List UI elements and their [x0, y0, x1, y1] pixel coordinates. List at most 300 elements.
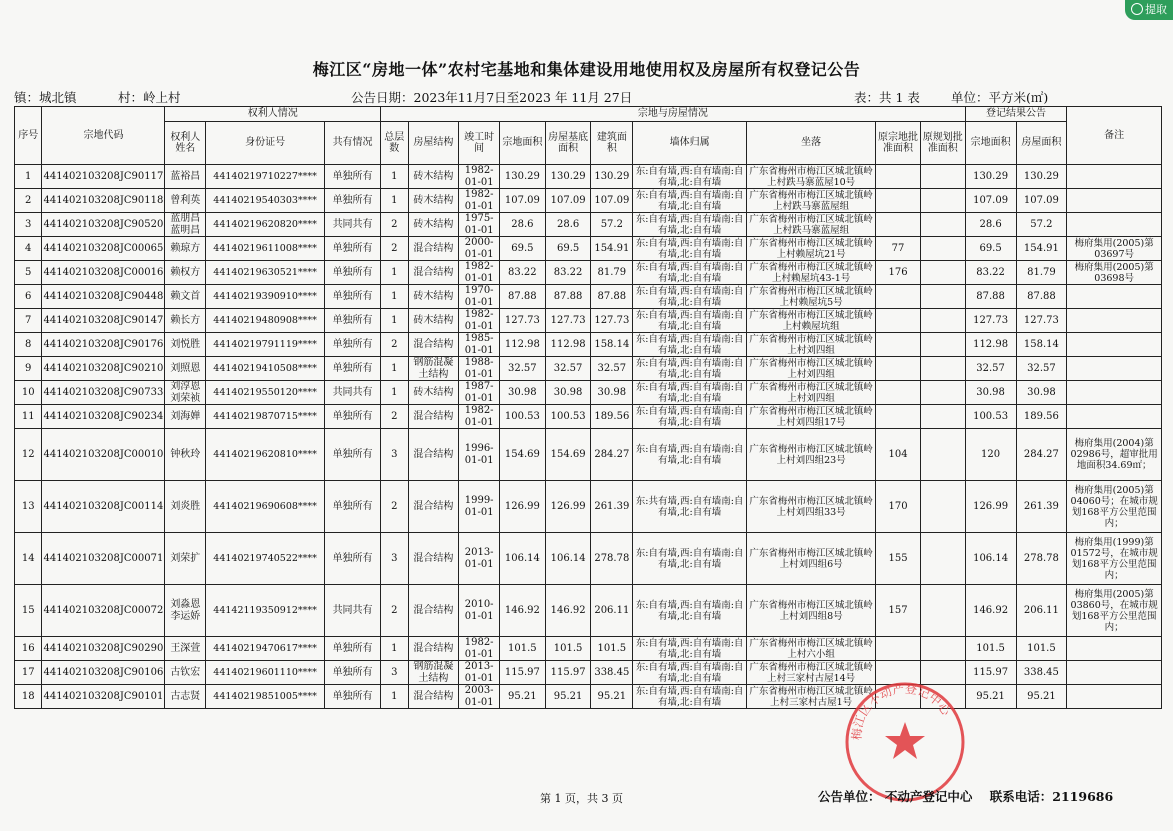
cell-id: 44140219611008**** [206, 237, 325, 261]
cell-build-area: 130.29 [591, 165, 633, 189]
cell-name: 古志贤 [165, 685, 206, 709]
cell-location: 广东省梅州市梅江区城北镇岭上村三家村古屋14号 [747, 661, 876, 685]
cell-completion: 1988-01-01 [459, 357, 500, 381]
cell-completion: 1982-01-01 [459, 405, 500, 429]
table-row [15, 637, 1162, 661]
cell-res-land: 30.98 [965, 381, 1016, 405]
cell-code: 441402103208JC90448 [42, 285, 165, 309]
cell-location: 广东省梅州市梅江区城北镇岭上村三家村古屋1号 [747, 685, 876, 709]
cell-structure: 混合结构 [408, 237, 459, 261]
cell-note [1067, 357, 1162, 381]
cell-floors: 1 [381, 261, 408, 285]
cell-note [1067, 333, 1162, 357]
cell-note: 梅府集用(2005)第03698号 [1067, 261, 1162, 285]
cell-seq: 1 [15, 165, 42, 189]
cell-plan-approved [920, 405, 965, 429]
cell-location: 广东省梅州市梅江区城北镇岭上村刘四组23号 [747, 429, 876, 481]
cell-orig-approved [876, 405, 921, 429]
footer-publisher-line [818, 787, 1113, 805]
cell-share: 共同共有 [325, 213, 381, 237]
table-row [15, 213, 1162, 237]
cell-plan-approved [920, 261, 965, 285]
cell-note [1067, 213, 1162, 237]
cell-res-house: 107.09 [1016, 189, 1067, 213]
cell-completion: 2003-01-01 [459, 685, 500, 709]
cell-res-house: 32.57 [1016, 357, 1067, 381]
cell-base-area: 130.29 [545, 165, 591, 189]
cell-id: 44140219620810**** [206, 429, 325, 481]
header-group-owner: 权利人情况 [165, 107, 381, 122]
cell-structure: 混合结构 [408, 637, 459, 661]
header-seq: 序号 [15, 107, 42, 165]
cell-structure: 砖木结构 [408, 213, 459, 237]
cell-note [1067, 637, 1162, 661]
cell-structure: 砖木结构 [408, 381, 459, 405]
cell-land-area: 87.88 [499, 285, 545, 309]
cell-completion: 1996-01-01 [459, 429, 500, 481]
cell-completion: 2000-01-01 [459, 237, 500, 261]
cell-wall: 东:自有墙,西:自有墙南:自有墙,北:自有墙 [633, 357, 747, 381]
header-id: 身份证号 [206, 122, 325, 165]
cell-res-land: 130.29 [965, 165, 1016, 189]
cell-floors: 1 [381, 309, 408, 333]
cell-land-area: 32.57 [499, 357, 545, 381]
header-completion: 竣工时间 [459, 122, 500, 165]
cell-build-area: 87.88 [591, 285, 633, 309]
cell-location: 广东省梅州市梅江区城北镇岭上村赖屋坑组 [747, 309, 876, 333]
cell-res-land: 146.92 [965, 585, 1016, 637]
table-row [15, 661, 1162, 685]
cell-land-area: 115.97 [499, 661, 545, 685]
header-structure: 房屋结构 [408, 122, 459, 165]
table-row [15, 381, 1162, 405]
cell-code: 441402103208JC90290 [42, 637, 165, 661]
cell-floors: 3 [381, 533, 408, 585]
header-plan-approved: 原规划批准面积 [920, 122, 965, 165]
cell-location: 广东省梅州市梅江区城北镇岭上村刘四组33号 [747, 481, 876, 533]
cell-plan-approved [920, 285, 965, 309]
cell-res-land: 107.09 [965, 189, 1016, 213]
cell-wall: 东:自有墙,西:自有墙南:自有墙,北:自有墙 [633, 213, 747, 237]
cell-floors: 1 [381, 685, 408, 709]
cell-code: 441402103208JC00114 [42, 481, 165, 533]
cell-code: 441402103208JC90147 [42, 309, 165, 333]
cell-code: 441402103208JC90176 [42, 333, 165, 357]
cell-code: 441402103208JC00065 [42, 237, 165, 261]
footer-page-number: 第 1 页，共 3 页 [540, 792, 623, 805]
cell-seq: 4 [15, 237, 42, 261]
cell-seq: 5 [15, 261, 42, 285]
cell-wall: 东:自有墙,西:自有墙南:自有墙,北:自有墙 [633, 189, 747, 213]
cell-share: 单独所有 [325, 533, 381, 585]
cell-seq: 11 [15, 405, 42, 429]
cell-structure: 砖木结构 [408, 309, 459, 333]
cell-orig-approved [876, 661, 921, 685]
meta-village: 村：岭上村 [118, 90, 181, 105]
cell-res-house: 101.5 [1016, 637, 1067, 661]
cell-code: 441402103208JC90234 [42, 405, 165, 429]
cell-note: 梅府集用(2005)第03697号 [1067, 237, 1162, 261]
cell-base-area: 95.21 [545, 685, 591, 709]
cell-base-area: 115.97 [545, 661, 591, 685]
cell-land-area: 69.5 [499, 237, 545, 261]
cell-floors: 2 [381, 237, 408, 261]
cell-build-area: 278.78 [591, 533, 633, 585]
cell-note: 梅府集用(2004)第02986号，超审批用地面积34.69㎡； [1067, 429, 1162, 481]
cell-seq: 6 [15, 285, 42, 309]
cell-base-area: 32.57 [545, 357, 591, 381]
cell-completion: 2010-01-01 [459, 585, 500, 637]
cell-id: 44140219630521**** [206, 261, 325, 285]
table-row [15, 405, 1162, 429]
cell-structure: 混合结构 [408, 333, 459, 357]
cell-structure: 砖木结构 [408, 285, 459, 309]
register-rows [15, 165, 1162, 709]
cell-note [1067, 165, 1162, 189]
header-group-result: 登记结果公告 [965, 107, 1067, 122]
table-row [15, 429, 1162, 481]
meta-date: 公告日期：2023年11月7日至2023 年 11月 27日 [351, 90, 633, 105]
cell-seq: 3 [15, 213, 42, 237]
cell-id: 44140219620820**** [206, 213, 325, 237]
cell-structure: 砖木结构 [408, 165, 459, 189]
cell-plan-approved [920, 585, 965, 637]
cell-wall: 东:自有墙,西:自有墙南:自有墙,北:自有墙 [633, 685, 747, 709]
cell-plan-approved [920, 309, 965, 333]
cell-note: 梅府集用(2005)第04060号；在城市规划168平方公里范围内； [1067, 481, 1162, 533]
cell-location: 广东省梅州市梅江区城北镇岭上村赖屋坑21号 [747, 237, 876, 261]
cell-res-land: 106.14 [965, 533, 1016, 585]
cell-orig-approved: 170 [876, 481, 921, 533]
cell-floors: 3 [381, 429, 408, 481]
cell-share: 单独所有 [325, 189, 381, 213]
cell-id: 44140219710227**** [206, 165, 325, 189]
cell-build-area: 127.73 [591, 309, 633, 333]
cell-code: 441402103208JC90106 [42, 661, 165, 685]
cell-base-area: 146.92 [545, 585, 591, 637]
cell-res-house: 95.21 [1016, 685, 1067, 709]
cell-name: 古钦宏 [165, 661, 206, 685]
cell-land-area: 112.98 [499, 333, 545, 357]
cell-code: 441402103208JC90117 [42, 165, 165, 189]
cell-note: 梅府集用(1999)第01572号，在城市规划168平方公里范围内； [1067, 533, 1162, 585]
cell-id: 44140219540303**** [206, 189, 325, 213]
cell-structure: 混合结构 [408, 261, 459, 285]
cell-plan-approved [920, 661, 965, 685]
cell-name: 刘荣扩 [165, 533, 206, 585]
cell-res-land: 115.97 [965, 661, 1016, 685]
cell-name: 钟秋玲 [165, 429, 206, 481]
cell-share: 单独所有 [325, 685, 381, 709]
cell-id: 44140219470617**** [206, 637, 325, 661]
cell-land-area: 154.69 [499, 429, 545, 481]
cell-id: 44140219851005**** [206, 685, 325, 709]
meta-table-count: 表：共 1 表 [854, 90, 920, 105]
cell-code: 441402103208JC00071 [42, 533, 165, 585]
cell-res-house: 127.73 [1016, 309, 1067, 333]
cell-land-area: 95.21 [499, 685, 545, 709]
cell-id: 44140219410508**** [206, 357, 325, 381]
header-location: 坐落 [747, 122, 876, 165]
cell-floors: 2 [381, 405, 408, 429]
cell-seq: 7 [15, 309, 42, 333]
cell-wall: 东:共有墙,西:自有墙南:自有墙,北:自有墙 [633, 481, 747, 533]
cell-id: 44140219480908**** [206, 309, 325, 333]
cell-wall: 东:自有墙,西:自有墙南:自有墙,北:自有墙 [633, 333, 747, 357]
cell-floors: 1 [381, 165, 408, 189]
cell-res-land: 28.6 [965, 213, 1016, 237]
cell-orig-approved [876, 213, 921, 237]
cell-structure: 钢筋混凝土结构 [408, 661, 459, 685]
cell-share: 单独所有 [325, 405, 381, 429]
meta-town: 镇：城北镇 [14, 90, 77, 105]
cell-share: 单独所有 [325, 333, 381, 357]
cell-structure: 混合结构 [408, 405, 459, 429]
cell-res-land: 87.88 [965, 285, 1016, 309]
cell-res-house: 57.2 [1016, 213, 1067, 237]
cell-seq: 12 [15, 429, 42, 481]
header-wall: 墙体归属 [633, 122, 747, 165]
cell-completion: 1999-01-01 [459, 481, 500, 533]
cell-completion: 1987-01-01 [459, 381, 500, 405]
footer-publisher: 公告单位： 不动产登记中心 [818, 789, 973, 804]
cell-res-land: 127.73 [965, 309, 1016, 333]
cell-code: 441402103208JC90733 [42, 381, 165, 405]
cell-orig-approved [876, 685, 921, 709]
cell-build-area: 284.27 [591, 429, 633, 481]
cell-share: 单独所有 [325, 661, 381, 685]
cell-floors: 1 [381, 357, 408, 381]
cell-land-area: 100.53 [499, 405, 545, 429]
cell-res-house: 284.27 [1016, 429, 1067, 481]
cell-id: 44142119350912**** [206, 585, 325, 637]
cell-name: 刘悦胜 [165, 333, 206, 357]
cell-seq: 18 [15, 685, 42, 709]
cell-wall: 东:自有墙,西:自有墙南:自有墙,北:自有墙 [633, 237, 747, 261]
cell-floors: 1 [381, 285, 408, 309]
cell-name: 刘照恩 [165, 357, 206, 381]
cell-share: 共同共有 [325, 585, 381, 637]
cell-location: 广东省梅州市梅江区城北镇岭上村跌马寨蓝屋组 [747, 213, 876, 237]
cell-structure: 钢筋混凝土结构 [408, 357, 459, 381]
cell-orig-approved [876, 285, 921, 309]
cell-note [1067, 285, 1162, 309]
cell-seq: 8 [15, 333, 42, 357]
cell-location: 广东省梅州市梅江区城北镇岭上村赖屋坑43-1号 [747, 261, 876, 285]
table-row [15, 309, 1162, 333]
cell-base-area: 127.73 [545, 309, 591, 333]
cell-completion: 1982-01-01 [459, 637, 500, 661]
cell-name: 赖文首 [165, 285, 206, 309]
cell-id: 44140219601110**** [206, 661, 325, 685]
header-name: 权利人姓名 [165, 122, 206, 165]
cell-location: 广东省梅州市梅江区城北镇岭上村跌马寨蓝屋10号 [747, 165, 876, 189]
cell-share: 单独所有 [325, 237, 381, 261]
cell-plan-approved [920, 381, 965, 405]
header-land-area: 宗地面积 [499, 122, 545, 165]
header-build-area: 建筑面积 [591, 122, 633, 165]
cell-code: 441402103208JC90210 [42, 357, 165, 381]
cell-build-area: 107.09 [591, 189, 633, 213]
cell-location: 广东省梅州市梅江区城北镇岭上村刘四组 [747, 357, 876, 381]
cell-note [1067, 661, 1162, 685]
table-row [15, 189, 1162, 213]
cell-share: 共同共有 [325, 381, 381, 405]
cell-completion: 2013-01-01 [459, 533, 500, 585]
cell-wall: 东:自有墙,西:自有墙南:自有墙,北:自有墙 [633, 637, 747, 661]
cell-share: 单独所有 [325, 481, 381, 533]
table-row [15, 357, 1162, 381]
cell-build-area: 30.98 [591, 381, 633, 405]
cell-completion: 1975-01-01 [459, 213, 500, 237]
cell-orig-approved [876, 637, 921, 661]
cell-share: 单独所有 [325, 285, 381, 309]
header-res-land: 宗地面积 [965, 122, 1016, 165]
cell-res-land: 112.98 [965, 333, 1016, 357]
cell-floors: 2 [381, 333, 408, 357]
table-row [15, 533, 1162, 585]
cell-wall: 东:自有墙,西:自有墙南:自有墙,北:自有墙 [633, 585, 747, 637]
cell-land-area: 106.14 [499, 533, 545, 585]
cell-land-area: 107.09 [499, 189, 545, 213]
cell-plan-approved [920, 237, 965, 261]
cell-base-area: 112.98 [545, 333, 591, 357]
cell-base-area: 101.5 [545, 637, 591, 661]
cell-structure: 砖木结构 [408, 189, 459, 213]
cell-location: 广东省梅州市梅江区城北镇岭上村刘四组8号 [747, 585, 876, 637]
cell-land-area: 28.6 [499, 213, 545, 237]
cell-share: 单独所有 [325, 309, 381, 333]
cell-code: 441402103208JC00072 [42, 585, 165, 637]
extract-button[interactable] [1125, 0, 1173, 20]
cell-orig-approved: 157 [876, 585, 921, 637]
header-orig-approved: 原宗地批准面积 [876, 122, 921, 165]
cell-plan-approved [920, 429, 965, 481]
cell-res-house: 278.78 [1016, 533, 1067, 585]
cell-completion: 1982-01-01 [459, 165, 500, 189]
cell-seq: 9 [15, 357, 42, 381]
cell-orig-approved [876, 309, 921, 333]
header-base-area: 房屋基底面积 [545, 122, 591, 165]
cell-completion: 2013-01-01 [459, 661, 500, 685]
svg-text:梅江区不动产登记中心: 梅江区不动产登记中心 [849, 681, 954, 741]
cell-plan-approved [920, 213, 965, 237]
meta-unit: 单位：平方米(㎡) [951, 90, 1049, 105]
cell-name: 蓝朋昌 蓝明昌 [165, 213, 206, 237]
cell-share: 单独所有 [325, 429, 381, 481]
cell-code: 441402103208JC00016 [42, 261, 165, 285]
extract-icon [1131, 3, 1143, 15]
cell-name: 刘海婵 [165, 405, 206, 429]
cell-wall: 东:自有墙,西:自有墙南:自有墙,北:自有墙 [633, 429, 747, 481]
cell-res-land: 100.53 [965, 405, 1016, 429]
cell-build-area: 57.2 [591, 213, 633, 237]
cell-id: 44140219740522**** [206, 533, 325, 585]
cell-build-area: 261.39 [591, 481, 633, 533]
cell-res-house: 261.39 [1016, 481, 1067, 533]
cell-base-area: 100.53 [545, 405, 591, 429]
cell-base-area: 28.6 [545, 213, 591, 237]
cell-location: 广东省梅州市梅江区城北镇岭上村赖屋坑5号 [747, 285, 876, 309]
cell-floors: 1 [381, 381, 408, 405]
cell-build-area: 95.21 [591, 685, 633, 709]
cell-structure: 混合结构 [408, 533, 459, 585]
cell-floors: 2 [381, 585, 408, 637]
cell-location: 广东省梅州市梅江区城北镇岭上村刘四组17号 [747, 405, 876, 429]
cell-wall: 东:自有墙,西:自有墙南:自有墙,北:自有墙 [633, 285, 747, 309]
header-res-house: 房屋面积 [1016, 122, 1067, 165]
register-table [14, 106, 1162, 709]
cell-id: 44140219870715**** [206, 405, 325, 429]
cell-id: 44140219390910**** [206, 285, 325, 309]
cell-note [1067, 405, 1162, 429]
cell-location: 广东省梅州市梅江区城北镇岭上村六小组 [747, 637, 876, 661]
cell-orig-approved [876, 165, 921, 189]
cell-plan-approved [920, 357, 965, 381]
cell-land-area: 127.73 [499, 309, 545, 333]
cell-floors: 1 [381, 189, 408, 213]
cell-name: 赖长方 [165, 309, 206, 333]
cell-land-area: 146.92 [499, 585, 545, 637]
cell-build-area: 81.79 [591, 261, 633, 285]
table-row [15, 285, 1162, 309]
cell-res-house: 338.45 [1016, 661, 1067, 685]
cell-location: 广东省梅州市梅江区城北镇岭上村刘四组6号 [747, 533, 876, 585]
cell-seq: 15 [15, 585, 42, 637]
cell-note [1067, 685, 1162, 709]
cell-completion: 1982-01-01 [459, 189, 500, 213]
cell-res-house: 158.14 [1016, 333, 1067, 357]
cell-wall: 东:自有墙,西:自有墙南:自有墙,北:自有墙 [633, 165, 747, 189]
cell-name: 刘淼恩 李运娇 [165, 585, 206, 637]
cell-location: 广东省梅州市梅江区城北镇岭上村刘四组 [747, 381, 876, 405]
meta-bar [14, 88, 1154, 106]
cell-seq: 14 [15, 533, 42, 585]
cell-build-area: 206.11 [591, 585, 633, 637]
cell-seq: 16 [15, 637, 42, 661]
cell-note [1067, 309, 1162, 333]
cell-res-house: 206.11 [1016, 585, 1067, 637]
cell-share: 单独所有 [325, 637, 381, 661]
cell-wall: 东:自有墙,西:自有墙南:自有墙,北:自有墙 [633, 381, 747, 405]
cell-note [1067, 189, 1162, 213]
cell-floors: 2 [381, 213, 408, 237]
cell-plan-approved [920, 533, 965, 585]
cell-orig-approved: 176 [876, 261, 921, 285]
cell-name: 王深萱 [165, 637, 206, 661]
cell-res-house: 87.88 [1016, 285, 1067, 309]
cell-orig-approved: 155 [876, 533, 921, 585]
cell-floors: 3 [381, 661, 408, 685]
cell-res-land: 126.99 [965, 481, 1016, 533]
cell-land-area: 30.98 [499, 381, 545, 405]
cell-build-area: 101.5 [591, 637, 633, 661]
cell-name: 赖权方 [165, 261, 206, 285]
cell-res-land: 120 [965, 429, 1016, 481]
cell-structure: 混合结构 [408, 685, 459, 709]
cell-share: 单独所有 [325, 261, 381, 285]
cell-seq: 13 [15, 481, 42, 533]
cell-build-area: 338.45 [591, 661, 633, 685]
cell-id: 44140219550120**** [206, 381, 325, 405]
cell-floors: 1 [381, 637, 408, 661]
header-group-land: 宗地与房屋情况 [381, 107, 966, 122]
cell-res-house: 154.91 [1016, 237, 1067, 261]
cell-base-area: 83.22 [545, 261, 591, 285]
cell-wall: 东:自有墙,西:自有墙南:自有墙,北:自有墙 [633, 533, 747, 585]
cell-base-area: 154.69 [545, 429, 591, 481]
cell-wall: 东:自有墙,西:自有墙南:自有墙,北:自有墙 [633, 261, 747, 285]
